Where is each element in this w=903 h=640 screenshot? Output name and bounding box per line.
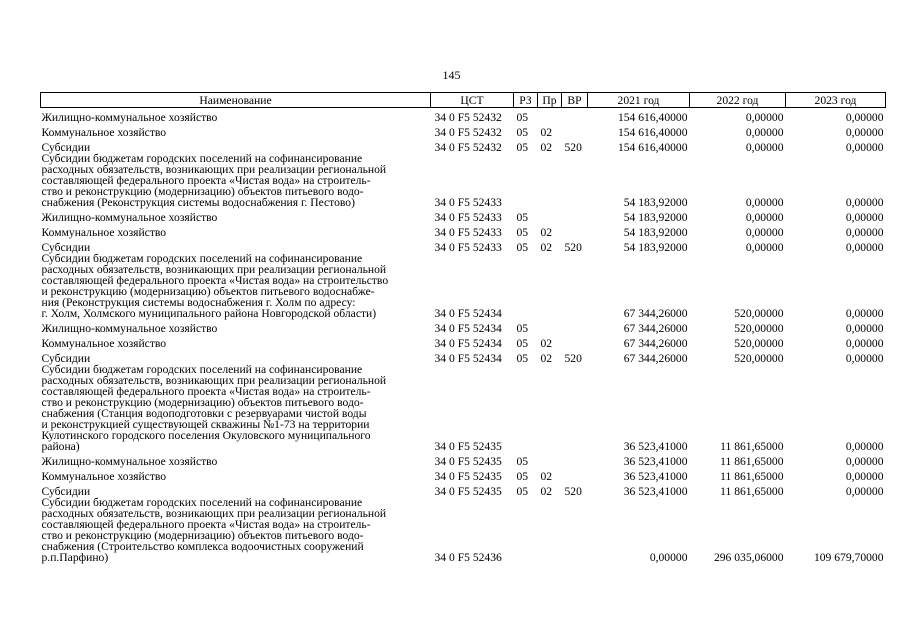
cell-name — [41, 108, 431, 124]
name-line: Субсидии — [41, 141, 91, 154]
cell-pr: 02 — [540, 485, 553, 498]
cell-rz — [514, 497, 538, 563]
table-row — [41, 364, 886, 452]
cell-2021: 154 616,40000 — [617, 141, 688, 154]
cell-cst: 34 0 F5 52433 — [434, 241, 502, 254]
table-row — [41, 467, 886, 482]
cell-2021: 154 616,40000 — [617, 126, 688, 139]
cell-2022: 520,00000 — [734, 322, 784, 335]
cell-2023: 0,00000 — [845, 322, 884, 335]
cell-name — [41, 334, 431, 349]
cell-vr — [562, 497, 588, 563]
name-line: снабжения (Реконструкция системы водоснабжения г. Пестово) — [41, 196, 355, 209]
cell-rz: 05 — [516, 352, 529, 365]
cell-vr: 520 — [564, 352, 582, 365]
cell-cst: 34 0 F5 52432 — [434, 111, 502, 124]
cell-rz: 05 — [516, 141, 529, 154]
cell-rz: 05 — [516, 485, 529, 498]
name-line: снабжения (Станция водоподготовки с резервуарами чистой воды — [41, 407, 367, 420]
name-line: расходных обязательств, возникающих при реализации региональной — [41, 507, 387, 520]
cell-name — [41, 467, 431, 482]
cell-2021: 67 344,26000 — [623, 337, 688, 350]
cell-2022: 0,00000 — [745, 126, 784, 139]
cell-cst: 34 0 F5 52434 — [434, 352, 502, 365]
cell-vr — [562, 319, 588, 334]
cell-2023: 0,00000 — [845, 126, 884, 139]
cell-2021: 54 183,92000 — [623, 196, 688, 209]
table-row — [41, 153, 886, 208]
header-row — [41, 93, 886, 108]
cell-2021: 0,00000 — [649, 551, 688, 564]
cell-pr — [538, 319, 562, 334]
cell-2021: 67 344,26000 — [623, 307, 688, 320]
cell-2021: 36 523,41000 — [623, 470, 688, 483]
name-line: Коммунальное хозяйство — [41, 126, 167, 139]
cell-name — [41, 482, 431, 497]
cell-2022: 11 861,65000 — [720, 470, 784, 483]
name-line: Субсидии бюджетам городских поселений на софинансирование — [41, 152, 363, 165]
cell-cst: 34 0 F5 52434 — [434, 307, 502, 320]
header-rz: РЗ — [514, 93, 538, 108]
cell-name — [41, 153, 431, 208]
name-line: Субсидии — [41, 352, 91, 365]
name-line: Коммунальное хозяйство — [41, 226, 167, 239]
table-row — [41, 123, 886, 138]
cell-2023: 0,00000 — [845, 307, 884, 320]
cell-2022: 0,00000 — [745, 226, 784, 239]
cell-pr: 02 — [540, 470, 553, 483]
name-line: Жилищно-коммунальное хозяйство — [41, 111, 218, 124]
cell-2023: 0,00000 — [845, 141, 884, 154]
cell-2022: 0,00000 — [745, 196, 784, 209]
cell-name — [41, 223, 431, 238]
cell-cst: 34 0 F5 52435 — [434, 485, 502, 498]
cell-rz: 05 — [516, 241, 529, 254]
header-2021: 2021 год — [588, 93, 690, 108]
table-row — [41, 138, 886, 153]
cell-2022: 0,00000 — [745, 141, 784, 154]
cell-2022: 520,00000 — [734, 307, 784, 320]
cell-vr — [562, 223, 588, 238]
cell-vr: 520 — [564, 241, 582, 254]
cell-rz: 05 — [516, 211, 529, 224]
cell-vr — [562, 123, 588, 138]
cell-rz — [514, 364, 538, 452]
header-name: Наименование — [41, 93, 431, 108]
name-line: Коммунальное хозяйство — [41, 470, 167, 483]
cell-vr — [562, 467, 588, 482]
cell-rz — [514, 153, 538, 208]
cell-vr — [562, 253, 588, 319]
table-row — [41, 238, 886, 253]
cell-name — [41, 138, 431, 153]
cell-2023: 0,00000 — [845, 485, 884, 498]
cell-cst: 34 0 F5 52432 — [434, 126, 502, 139]
cell-cst: 34 0 F5 52435 — [434, 470, 502, 483]
cell-name — [41, 364, 431, 452]
cell-cst: 34 0 F5 52433 — [434, 196, 502, 209]
cell-vr: 520 — [564, 141, 582, 154]
cell-pr: 02 — [540, 337, 553, 350]
cell-vr: 520 — [564, 485, 582, 498]
name-line: составляющей федерального проекта «Чистая вода» на строительство — [41, 274, 389, 287]
cell-pr — [538, 153, 562, 208]
name-line: снабжения (Строительство комплекса водоочистных сооружений — [41, 540, 364, 553]
header-vr: ВР — [562, 93, 588, 108]
name-line: и реконструкцию (модернизацию) объектов питьевого водоснабже- — [41, 285, 375, 298]
cell-name — [41, 497, 431, 563]
name-line: расходных обязательств, возникающих при реализации региональной — [41, 374, 387, 387]
name-line: составляющей федерального проекта «Чистая вода» на строитель- — [41, 385, 371, 398]
name-line: Жилищно-коммунальное хозяйство — [41, 455, 218, 468]
cell-2022: 520,00000 — [734, 352, 784, 365]
name-line: Жилищно-коммунальное хозяйство — [41, 211, 218, 224]
table-row — [41, 319, 886, 334]
cell-2021: 54 183,92000 — [623, 226, 688, 239]
cell-pr — [538, 497, 562, 563]
cell-rz: 05 — [516, 126, 529, 139]
header-2022: 2022 год — [690, 93, 786, 108]
cell-pr — [538, 208, 562, 223]
header-2023: 2023 год — [786, 93, 886, 108]
table-row — [41, 452, 886, 467]
name-line: г. Холм, Холмского муниципального района Новгородской области) — [41, 307, 377, 320]
cell-2021: 54 183,92000 — [623, 241, 688, 254]
name-line: расходных обязательств, возникающих при реализации региональной — [41, 263, 387, 276]
cell-pr: 02 — [540, 126, 553, 139]
cell-name — [41, 208, 431, 223]
cell-rz: 05 — [516, 111, 529, 124]
cell-name — [41, 319, 431, 334]
cell-2022: 0,00000 — [745, 211, 784, 224]
cell-pr: 02 — [540, 226, 553, 239]
name-line: Кулотинского городского поселения Окуловского муниципального — [41, 429, 371, 442]
cell-vr — [562, 208, 588, 223]
cell-cst: 34 0 F5 52435 — [434, 455, 502, 468]
table-body — [41, 108, 886, 564]
cell-2021: 67 344,26000 — [623, 322, 688, 335]
table-row — [41, 208, 886, 223]
header-pr: Пр — [538, 93, 562, 108]
cell-2023: 0,00000 — [845, 440, 884, 453]
name-line: составляющей федерального проекта «Чистая вода» на строитель- — [41, 518, 371, 531]
cell-vr — [562, 108, 588, 124]
cell-pr: 02 — [540, 241, 553, 254]
name-line: р.п.Парфино) — [41, 551, 109, 564]
name-line: района) — [41, 440, 80, 453]
name-line: Субсидии — [41, 485, 91, 498]
cell-pr — [538, 364, 562, 452]
cell-rz: 05 — [516, 455, 529, 468]
name-line: ство и реконструкцию (модернизацию) объектов питьевого водо- — [41, 396, 364, 409]
cell-2023: 0,00000 — [845, 455, 884, 468]
cell-vr — [562, 153, 588, 208]
cell-2021: 54 183,92000 — [623, 211, 688, 224]
cell-vr — [562, 364, 588, 452]
cell-vr — [562, 452, 588, 467]
cell-cst: 34 0 F5 52432 — [434, 141, 502, 154]
page-number: 145 — [442, 68, 461, 82]
cell-2023: 0,00000 — [845, 211, 884, 224]
cell-2021: 36 523,41000 — [623, 440, 688, 453]
cell-2023: 0,00000 — [845, 226, 884, 239]
name-line: Субсидии бюджетам городских поселений на софинансирование — [41, 363, 363, 376]
cell-rz: 05 — [516, 470, 529, 483]
cell-rz: 05 — [516, 337, 529, 350]
table-row — [41, 334, 886, 349]
cell-2023: 0,00000 — [845, 241, 884, 254]
cell-rz — [514, 253, 538, 319]
cell-name — [41, 452, 431, 467]
header-cst: ЦСТ — [431, 93, 514, 108]
name-line: составляющей федерального проекта «Чистая вода» на строитель- — [41, 174, 371, 187]
cell-cst: 34 0 F5 52435 — [434, 440, 502, 453]
cell-2023: 109 679,70000 — [813, 551, 884, 564]
cell-vr — [562, 334, 588, 349]
table-row — [41, 497, 886, 563]
cell-pr — [538, 452, 562, 467]
cell-rz: 05 — [516, 226, 529, 239]
cell-2022: 11 861,65000 — [720, 455, 784, 468]
cell-2021: 67 344,26000 — [623, 352, 688, 365]
cell-2022: 0,00000 — [745, 111, 784, 124]
table-row — [41, 223, 886, 238]
cell-2021: 154 616,40000 — [617, 111, 688, 124]
cell-2023: 0,00000 — [845, 352, 884, 365]
name-line: и реконструкцией существующей скважины №1-73 на территории — [41, 418, 370, 431]
cell-2022: 11 861,65000 — [720, 440, 784, 453]
cell-2022: 520,00000 — [734, 337, 784, 350]
cell-cst: 34 0 F5 52434 — [434, 322, 502, 335]
table-row — [41, 349, 886, 364]
cell-2023: 0,00000 — [845, 111, 884, 124]
cell-2022: 296 035,06000 — [713, 551, 784, 564]
cell-name — [41, 349, 431, 364]
cell-cst: 34 0 F5 52433 — [434, 226, 502, 239]
table-row — [41, 108, 886, 124]
cell-2022: 11 861,65000 — [720, 485, 784, 498]
cell-rz: 05 — [516, 322, 529, 335]
cell-pr: 02 — [540, 141, 553, 154]
name-line: ния (Реконструкция системы водоснабжения г. Холм по адресу: — [41, 296, 356, 309]
cell-cst: 34 0 F5 52434 — [434, 337, 502, 350]
cell-name — [41, 123, 431, 138]
table-row — [41, 253, 886, 319]
cell-2021: 36 523,41000 — [623, 455, 688, 468]
name-line: Жилищно-коммунальное хозяйство — [41, 322, 218, 335]
budget-table — [40, 92, 886, 563]
name-line: расходных обязательств, возникающих при реализации региональной — [41, 163, 387, 176]
cell-cst: 34 0 F5 52433 — [434, 211, 502, 224]
cell-name — [41, 253, 431, 319]
name-line: ство и реконструкцию (модернизацию) объектов питьевого водо- — [41, 185, 364, 198]
cell-pr — [538, 253, 562, 319]
name-line: Субсидии бюджетам городских поселений на софинансирование — [41, 496, 363, 509]
name-line: Субсидии — [41, 241, 91, 254]
name-line: ство и реконструкцию (модернизацию) объектов питьевого водо- — [41, 529, 364, 542]
name-line: Субсидии бюджетам городских поселений на софинансирование — [41, 252, 363, 265]
cell-2023: 0,00000 — [845, 196, 884, 209]
cell-2023: 0,00000 — [845, 470, 884, 483]
cell-name — [41, 238, 431, 253]
cell-cst: 34 0 F5 52436 — [434, 551, 502, 564]
cell-pr: 02 — [540, 352, 553, 365]
cell-2023: 0,00000 — [845, 337, 884, 350]
cell-2022: 0,00000 — [745, 241, 784, 254]
table-row — [41, 482, 886, 497]
cell-pr — [538, 108, 562, 124]
cell-2021: 36 523,41000 — [623, 485, 688, 498]
name-line: Коммунальное хозяйство — [41, 337, 167, 350]
